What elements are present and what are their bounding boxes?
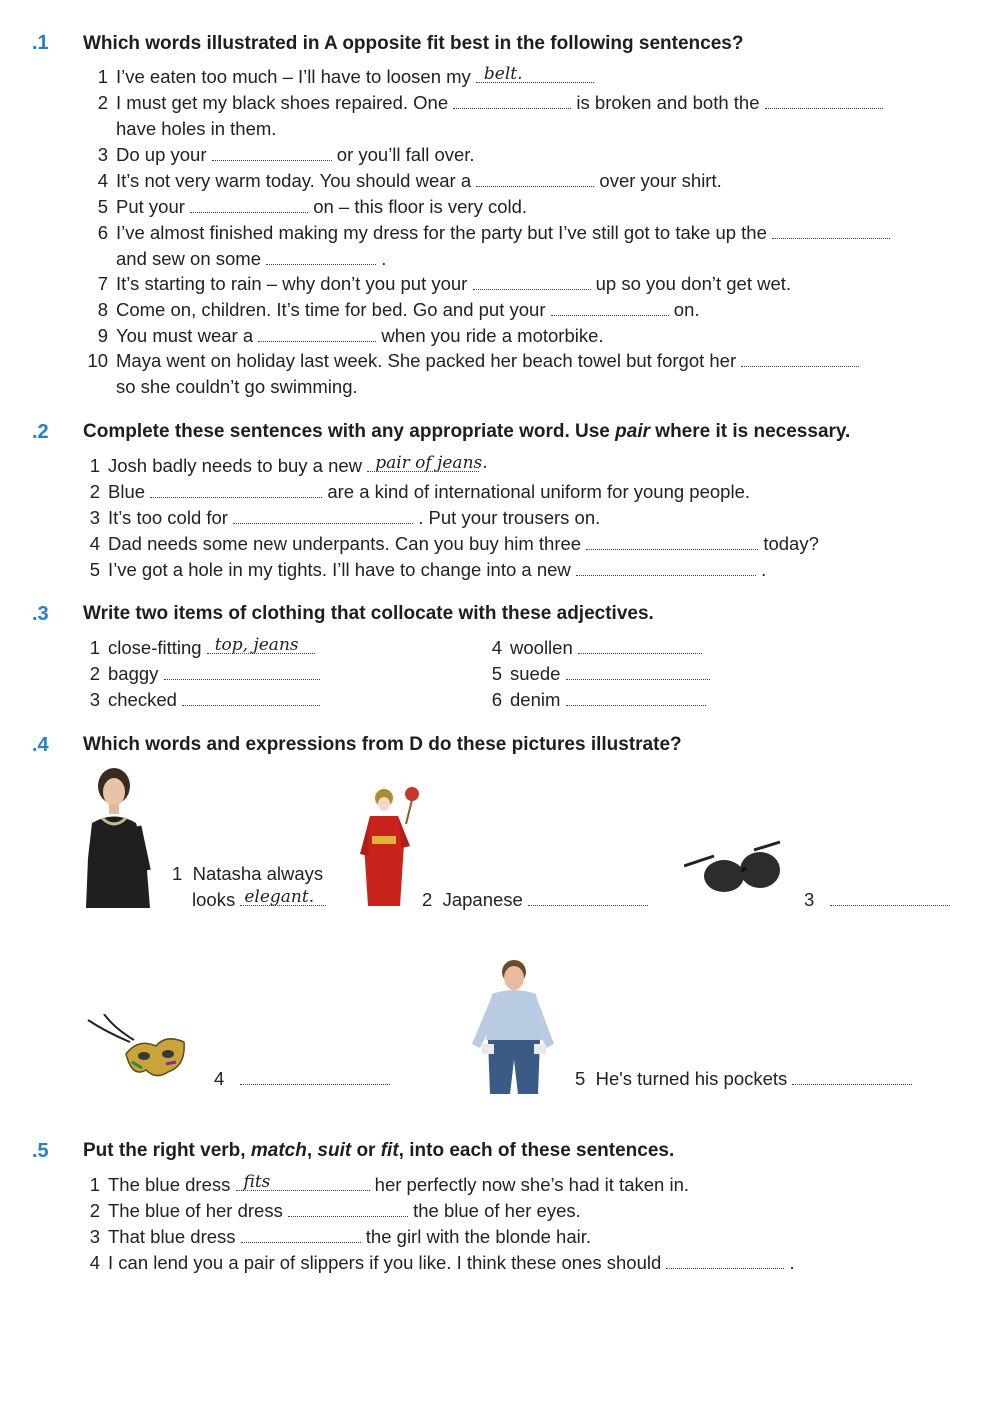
answer-blank[interactable] <box>190 196 308 213</box>
s2-item-1: 1 Josh badly needs to buy a new pair of jeans. <box>89 453 488 476</box>
masquerade-mask-picture <box>86 1014 190 1084</box>
section-4-number: .4 <box>32 734 49 756</box>
s3-item-2: 2 baggy <box>78 663 320 685</box>
answer-blank[interactable] <box>666 1252 784 1269</box>
answer-blank[interactable] <box>830 889 950 906</box>
s1-item-10-cont: so she couldn’t go swimming. <box>116 376 358 397</box>
s5-item-1: 1 The blue dress fits her perfectly now she’s had it taken in. <box>89 1172 689 1195</box>
section-3-number: .3 <box>32 603 49 625</box>
s1-item-2: 2 I must get my black shoes repaired. One is broken and both the <box>86 92 883 114</box>
answer-blank[interactable] <box>566 689 706 706</box>
s3-item-5: 5 suede <box>480 663 710 685</box>
answer-blank[interactable] <box>765 92 883 109</box>
answer-blank[interactable] <box>233 507 413 524</box>
pic4-caption: 4 <box>214 1068 390 1090</box>
s1-item-2-cont: have holes in them. <box>116 118 277 139</box>
section-3-title: Write two items of clothing that collocate with these adjectives. <box>83 603 654 624</box>
section-2-number: .2 <box>32 421 49 443</box>
answer-blank[interactable] <box>576 559 756 576</box>
s5-item-3: 3 That blue dress the girl with the blonde hair. <box>89 1226 592 1247</box>
answer-blank[interactable] <box>150 481 322 498</box>
woman-in-black-dress-picture <box>84 768 156 908</box>
s1-item-6: 6 I’ve almost finished making my dress for the party but I’ve still got to take up the <box>86 222 890 244</box>
s3-item-6: 6 denim <box>480 689 706 711</box>
pic1-caption-line2: looks elegant. <box>192 889 326 911</box>
answer-blank[interactable] <box>566 663 710 680</box>
section-1-title: Which words illustrated in A opposite fit best in the following sentences? <box>83 33 744 54</box>
pic3-caption: 3 <box>804 889 950 911</box>
answer-blank[interactable] <box>792 1068 912 1085</box>
answer-blank[interactable]: top, jeans <box>207 637 315 654</box>
answer-blank[interactable] <box>288 1200 408 1217</box>
pic2-caption: 2 Japanese <box>422 889 648 911</box>
answer-blank[interactable] <box>453 92 571 109</box>
answer-blank[interactable] <box>578 637 702 654</box>
answer-blank[interactable] <box>473 273 591 290</box>
s1-item-6-cont: and sew on some . <box>116 248 387 269</box>
section-5-number: .5 <box>32 1140 49 1162</box>
answer-blank[interactable] <box>772 222 890 239</box>
s3-item-3: 3 checked <box>78 689 320 711</box>
answer-blank[interactable] <box>528 889 648 906</box>
answer-blank[interactable] <box>241 1226 361 1243</box>
answer-blank[interactable]: pair of jeans. <box>367 455 479 472</box>
answer-blank[interactable] <box>266 248 376 265</box>
answer-blank[interactable] <box>212 144 332 161</box>
section-2-title: Complete these sentences with any appropriate word. Use pair where it is necessary. <box>83 421 851 442</box>
s1-item-9: 9 You must wear a when you ride a motorbike. <box>97 325 604 346</box>
section-5-title: Put the right verb, match, suit or fit, into each of these sentences. <box>83 1140 675 1161</box>
s5-item-4: 4 I can lend you a pair of slippers if you like. I think these ones should . <box>89 1252 795 1273</box>
answer-blank[interactable] <box>240 1068 390 1085</box>
s5-item-2: 2 The blue of her dress the blue of her eyes. <box>89 1200 581 1221</box>
answer-blank[interactable]: elegant. <box>240 889 326 906</box>
pic1-caption-line1: 1 Natasha always <box>172 863 324 884</box>
answer-blank[interactable]: fits <box>236 1174 370 1191</box>
pic5-caption: 5 He's turned his pockets <box>575 1068 912 1090</box>
sunglasses-picture <box>684 840 784 908</box>
s2-item-5: 5 I’ve got a hole in my tights. I’ll have to change into a new . <box>89 559 767 580</box>
answer-blank[interactable] <box>164 663 320 680</box>
answer-blank[interactable] <box>476 170 594 187</box>
answer-blank[interactable] <box>741 350 859 367</box>
man-empty-pockets-picture <box>462 960 562 1094</box>
answer-blank[interactable] <box>258 325 376 342</box>
section-4-title: Which words and expressions from D do these pictures illustrate? <box>83 734 682 755</box>
s1-item-5: 5 Put your on – this floor is very cold. <box>97 196 528 217</box>
s1-item-10: 10 Maya went on holiday last week. She packed her beach towel but forgot her <box>86 350 859 372</box>
s1-item-3: 3 Do up your or you’ll fall over. <box>97 144 475 165</box>
s3-item-4: 4 woollen <box>480 637 702 659</box>
s1-item-7: 7 It’s starting to rain – why don’t you put your up so you don’t get wet. <box>97 273 792 294</box>
answer-blank[interactable] <box>182 689 320 706</box>
s2-item-2: 2 Blue are a kind of international uniform for young people. <box>89 481 750 502</box>
answer-blank[interactable] <box>551 299 669 316</box>
answer-blank[interactable]: belt. <box>476 66 594 83</box>
s1-item-1: 1 I’ve eaten too much – I’ll have to loosen my belt. <box>86 66 594 88</box>
s2-item-4: 4 Dad needs some new underpants. Can you buy him three today? <box>89 533 819 554</box>
answer-blank[interactable] <box>586 533 758 550</box>
kimono-figure-picture <box>360 784 422 906</box>
s1-item-4: 4 It’s not very warm today. You should wear a over your shirt. <box>97 170 722 191</box>
section-1-number: .1 <box>32 32 49 54</box>
s2-item-3: 3 It’s too cold for . Put your trousers on. <box>89 507 601 528</box>
s1-item-8: 8 Come on, children. It’s time for bed. Go and put your on. <box>97 299 700 320</box>
s3-item-1: 1 close-fitting top, jeans <box>78 637 315 659</box>
